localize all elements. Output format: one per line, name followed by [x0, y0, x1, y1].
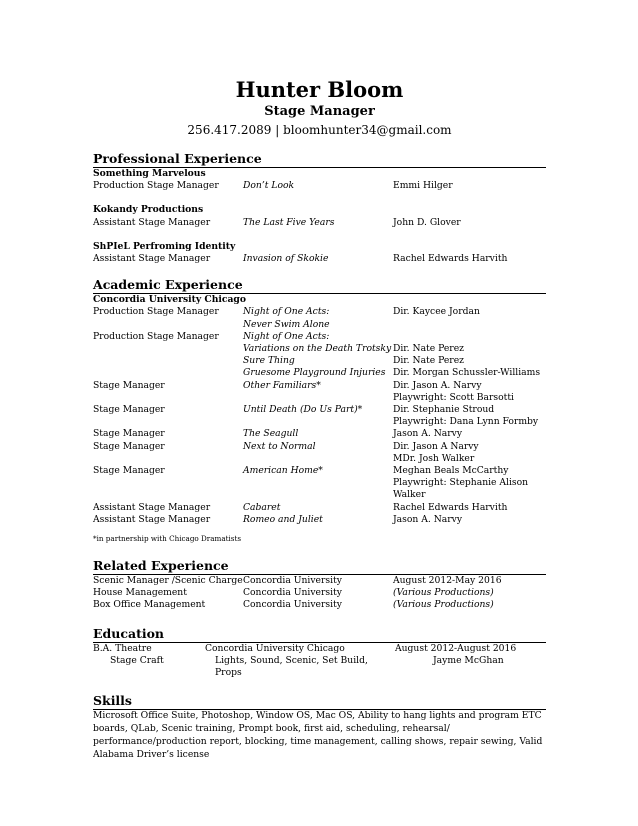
list-item [93, 428, 546, 440]
job-role [93, 343, 243, 355]
director-name: Playwright: Scott Barsotti [393, 391, 514, 403]
skills-heading: Skills [93, 693, 546, 710]
director-name: Meghan Beals McCarthy [393, 465, 509, 477]
director-name [393, 331, 546, 343]
education-row [93, 655, 546, 679]
show-title [243, 392, 393, 404]
job-role [93, 416, 243, 428]
list-item [93, 404, 546, 416]
company-name: Kokandy Productions [93, 204, 204, 216]
director-name: Jason A. Narvy [393, 428, 463, 440]
list-item [93, 343, 546, 355]
stagecraft-detail: Lights, Sound, Scenic, Set Build, Props [215, 654, 368, 679]
academic-body [93, 294, 546, 544]
related-dates: August 2012-May 2016 [393, 575, 502, 587]
show-title: American Home* [243, 465, 323, 477]
academic-heading: Academic Experience [93, 277, 546, 294]
professional-heading: Professional Experience [93, 151, 546, 168]
list-item [93, 253, 546, 265]
academic-section [93, 277, 546, 544]
list-item [93, 306, 546, 318]
table-row [93, 599, 546, 611]
list-item [93, 502, 546, 514]
show-title [243, 453, 393, 465]
list-item [93, 416, 546, 428]
director-name: Playwright: Stephanie Alison [393, 477, 529, 489]
related-org: Concordia University [243, 587, 342, 599]
job-role: Stage Manager [93, 404, 165, 416]
director-name: Dir. Morgan Schussler-Williams [393, 367, 541, 379]
stagecraft-person: Jayme McGhan [433, 654, 504, 666]
table-row [93, 587, 546, 599]
job-role [93, 367, 243, 379]
director-name: Dir. Jason A Narvy [393, 440, 479, 452]
job-role [93, 392, 243, 404]
show-title: Next to Normal [243, 440, 316, 452]
show-title [243, 416, 393, 428]
director-name: Walker [393, 489, 426, 501]
show-title: Until Death (Do Us Part)* [243, 404, 363, 416]
professional-section [93, 151, 546, 265]
job-role: Production Stage Manager [93, 330, 219, 342]
education-section [93, 626, 546, 680]
director-name: Playwright: Dana Lynn Formby [393, 416, 539, 428]
education-body [93, 643, 546, 680]
list-item [93, 465, 546, 477]
director-name: Dir. Stephanie Stroud [393, 404, 495, 416]
list-item [93, 380, 546, 392]
show-title: Other Familiars* [243, 379, 321, 391]
job-role: Stage Manager [93, 428, 165, 440]
related-dates: (Various Productions) [393, 587, 494, 599]
company-name: Something Marvelous [93, 168, 206, 179]
show-title: The Seagull [243, 428, 299, 440]
job-role: Assistant Stage Manager [93, 216, 211, 228]
list-item [93, 441, 546, 453]
skills-text: Microsoft Office Suite, Photoshop, Window OS, Mac OS, Ability to hang lights and program ETC boards, QLab, Scenic training, Prompt book, first aid, scheduling, rehearsal/ performance/production report, blocking, time management, calling shows, repair sewing, Valid Alabama Driver’s license [93, 710, 543, 760]
list-item [93, 477, 546, 489]
director-name [393, 319, 546, 331]
job-role: Assistant Stage Manager [93, 513, 211, 525]
job-role: Stage Manager [93, 440, 165, 452]
show-title: Never Swim Alone [243, 318, 330, 330]
show-title [243, 489, 393, 501]
education-heading: Education [93, 626, 546, 643]
director-name: Dir. Kaycee Jordan [393, 306, 480, 318]
education-row [93, 643, 546, 655]
related-role: House Management [93, 587, 187, 599]
job-role [93, 477, 243, 489]
skills-section [93, 693, 546, 761]
list-item [93, 217, 546, 229]
director-name: Rachel Edwards Harvith [393, 501, 508, 513]
related-heading: Related Experience [93, 558, 546, 575]
job-role: Production Stage Manager [93, 306, 219, 318]
school: Concordia University Chicago [205, 642, 345, 654]
job-role: Stage Manager [93, 465, 165, 477]
related-section [93, 558, 546, 612]
list-item [93, 355, 546, 367]
list-item [93, 489, 546, 501]
degree: B.A. Theatre [93, 642, 152, 654]
academic-org: Concordia University Chicago [93, 294, 246, 306]
show-title: Night of One Acts: [243, 306, 330, 318]
job-role: Assistant Stage Manager [93, 501, 211, 513]
list-item [93, 367, 546, 379]
director-name: Rachel Edwards Harvith [393, 253, 508, 265]
show-title: The Last Five Years [243, 216, 335, 228]
show-title: Don’t Look [243, 180, 295, 192]
show-title [243, 477, 393, 489]
academic-rows [93, 306, 546, 526]
contact-line: 256.417.2089 | bloomhunter34@gmail.com [187, 123, 452, 137]
director-name: Jason A. Narvy [393, 513, 463, 525]
list-item [93, 331, 546, 343]
resume-name: Hunter Bloom [235, 77, 404, 102]
director-name: Dir. Nate Perez [393, 343, 464, 355]
related-org: Concordia University [243, 575, 342, 587]
show-title: Sure Thing [243, 355, 295, 367]
related-body [93, 575, 546, 612]
show-title: Cabaret [243, 501, 281, 513]
director-name: Dir. Jason A. Narvy [393, 379, 482, 391]
job-role [93, 453, 243, 465]
job-role: Production Stage Manager [93, 180, 219, 192]
list-item [93, 180, 546, 192]
education-dates: August 2012-August 2016 [395, 642, 517, 654]
related-dates: (Various Productions) [393, 599, 494, 611]
list-item [93, 453, 546, 465]
job-role [93, 489, 243, 501]
list-item [93, 319, 546, 331]
job-role [93, 319, 243, 331]
resume-title: Stage Manager [264, 104, 375, 119]
show-title: Gruesome Playground Injuries [243, 367, 386, 379]
director-name: MDr. Josh Walker [393, 452, 475, 464]
show-title: Invasion of Skokie [243, 253, 329, 265]
show-title: Night of One Acts: [243, 330, 330, 342]
related-org: Concordia University [243, 599, 342, 611]
show-title: Variations on the Death Trotsky [243, 343, 392, 355]
job-role: Assistant Stage Manager [93, 253, 211, 265]
director-name: Dir. Nate Perez [393, 355, 464, 367]
director-name: Emmi Hilger [393, 180, 453, 192]
professional-body [93, 168, 546, 265]
list-item [93, 392, 546, 404]
company-name: ShPIeL Perfroming Identity [93, 240, 236, 252]
list-item [93, 514, 546, 526]
show-title: Romeo and Juliet [243, 513, 323, 525]
related-role: Scenic Manager /Scenic Charge [93, 575, 243, 587]
job-role: Stage Manager [93, 379, 165, 391]
director-name: John D. Glover [393, 216, 461, 228]
stagecraft-label: Stage Craft [110, 654, 164, 666]
partnership-note: *in partnership with Chicago Dramatists [93, 534, 242, 544]
table-row [93, 575, 546, 587]
job-role [93, 355, 243, 367]
related-role: Box Office Management [93, 599, 206, 611]
